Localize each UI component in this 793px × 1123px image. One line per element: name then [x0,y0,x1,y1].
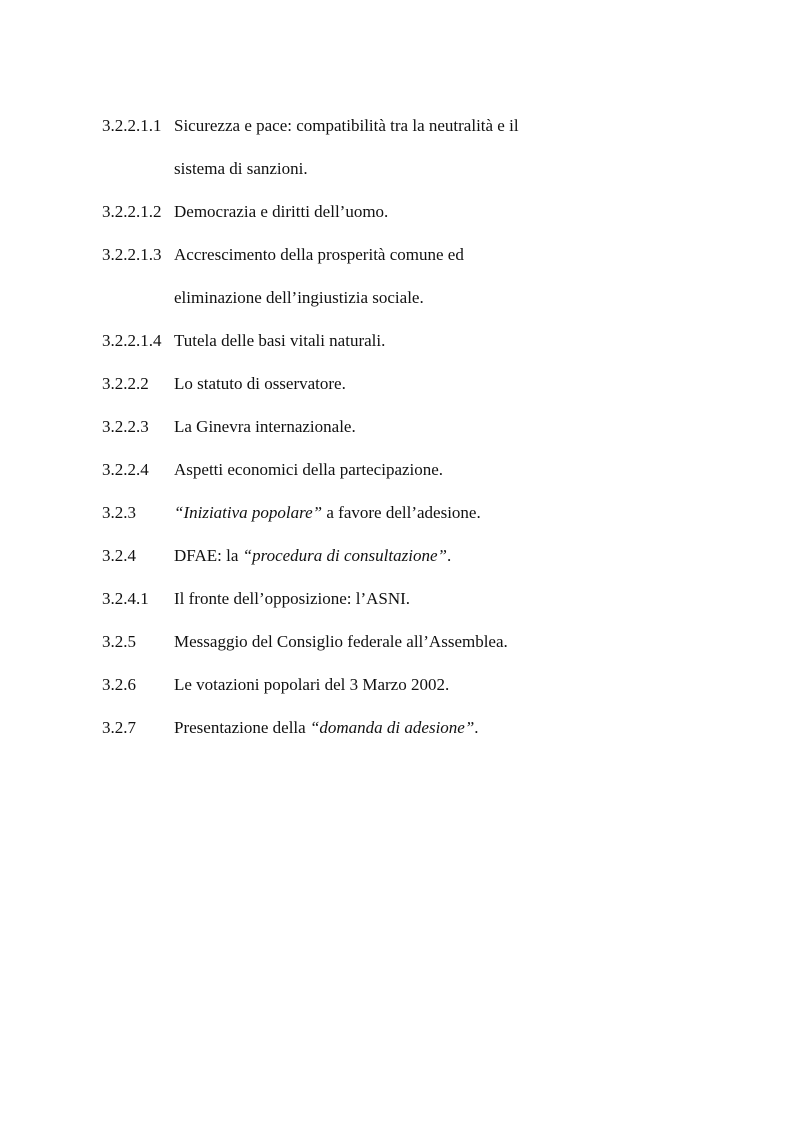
toc-entry-number: 3.2.4 [102,546,136,565]
toc-entry [102,243,742,286]
toc-entry-title-italic: “Iniziativa popolare” [174,503,323,522]
toc-entry-number: 3.2.2.1.4 [102,331,162,350]
toc-entry-title: Tutela delle basi vitali naturali. [174,331,386,350]
toc-entry-number: 3.2.4.1 [102,589,149,608]
toc-entry-number: 3.2.2.1.3 [102,245,162,264]
table-of-contents [102,114,742,759]
toc-entry-title: Le votazioni popolari del 3 Marzo 2002. [174,675,450,694]
toc-entry-title-pre: Presentazione della [174,718,310,737]
toc-entry-title-italic: “procedura di consultazione” [242,546,447,565]
toc-entry-title: Accrescimento della prosperità comune ed [174,245,464,264]
toc-entry-title [174,501,742,524]
toc-entry-title-rest: a favore dell’adesione. [322,503,481,522]
toc-entry-title-post: . [446,546,452,565]
toc-entry [102,415,742,458]
toc-entry-title-continued: eliminazione dell’ingiustizia sociale. [174,288,424,307]
toc-entry-number: 3.2.2.4 [102,460,149,479]
toc-entry-title-continued: sistema di sanzioni. [174,159,308,178]
toc-entry [102,372,742,415]
toc-entry-title-pre: DFAE: la [174,546,243,565]
toc-entry-number: 3.2.7 [102,718,136,737]
toc-entry-number: 3.2.2.1.1 [102,116,162,135]
toc-entry-title: Il fronte dell’opposizione: l’ASNI. [174,589,411,608]
toc-entry-title-post: . [474,718,479,737]
toc-entry-title: Messaggio del Consiglio federale all’Assemblea. [174,632,508,651]
toc-entry-number: 3.2.2.3 [102,417,149,436]
toc-entry [102,716,742,759]
toc-entry-number: 3.2.3 [102,503,136,522]
toc-entry-title [174,544,742,567]
toc-entry-title [174,716,742,739]
toc-entry-number: 3.2.2.1.2 [102,202,162,221]
toc-entry [102,200,742,243]
toc-entry-title-italic: “domanda di adesione” [309,718,475,737]
toc-entry-number: 3.2.5 [102,632,136,651]
toc-entry-continuation [102,157,742,200]
toc-entry-title: Democrazia e diritti dell’uomo. [174,202,389,221]
toc-entry-title: Lo statuto di osservatore. [174,374,346,393]
toc-entry [102,458,742,501]
toc-entry [102,587,742,630]
toc-entry [102,630,742,673]
toc-entry-title: Sicurezza e pace: compatibilità tra la neutralità e il [174,116,519,135]
toc-entry [102,544,742,587]
toc-entry [102,114,742,157]
toc-entry-number: 3.2.2.2 [102,374,149,393]
toc-entry-continuation [102,286,742,329]
toc-entry-title: La Ginevra internazionale. [174,417,356,436]
toc-entry [102,673,742,716]
toc-entry [102,501,742,544]
toc-entry-title: Aspetti economici della partecipazione. [174,460,444,479]
toc-entry-number: 3.2.6 [102,675,136,694]
toc-entry [102,329,742,372]
